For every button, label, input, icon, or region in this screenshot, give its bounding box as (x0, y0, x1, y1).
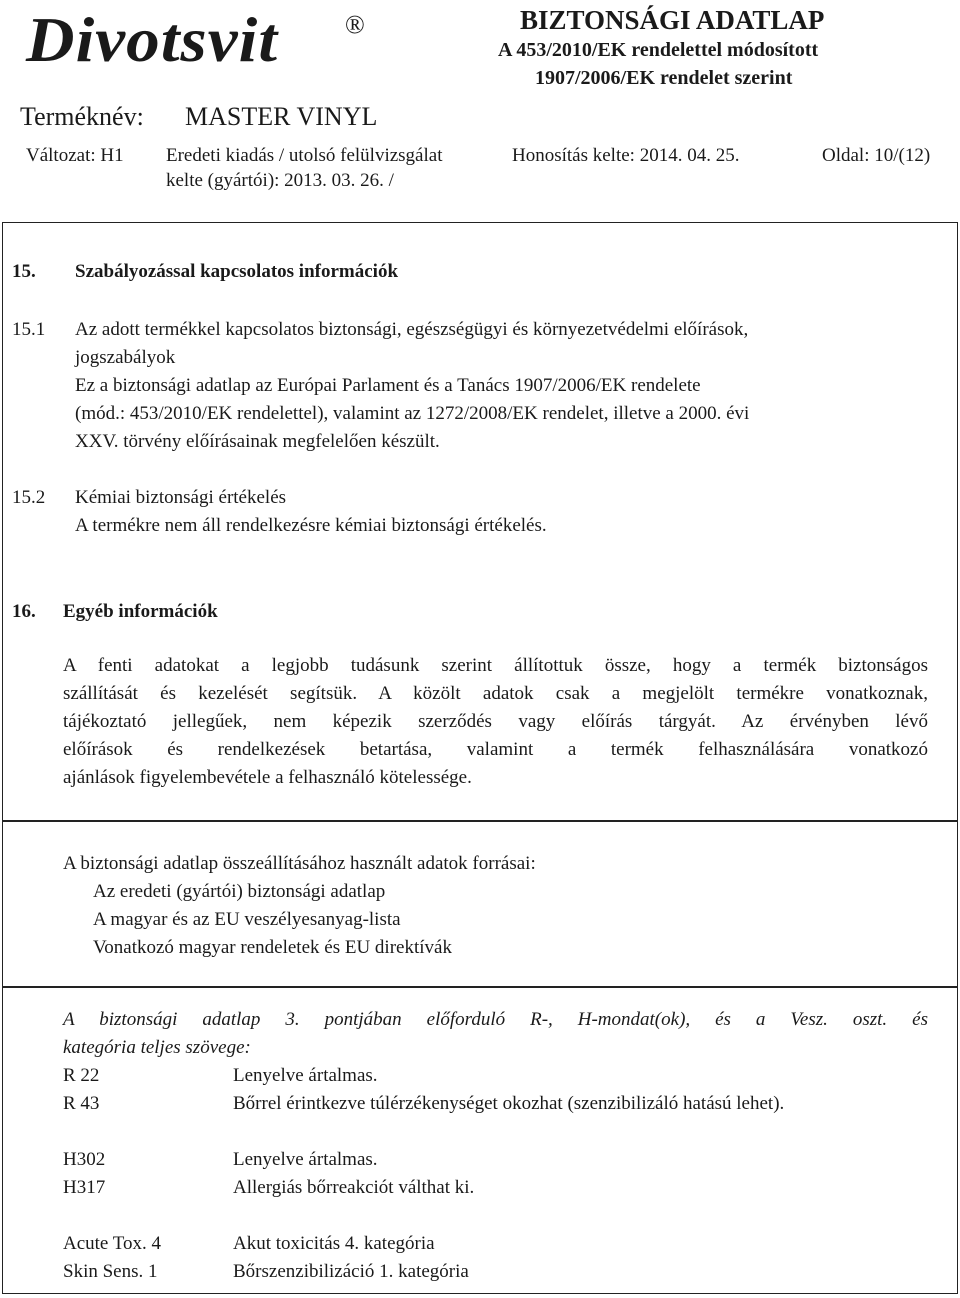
source-item: A magyar és az EU veszélyesanyag-lista (93, 909, 401, 930)
document-subtitle-2: 1907/2006/EK rendelet szerint (535, 67, 793, 89)
phrase-code: R 22 (63, 1065, 100, 1086)
phrase-code: Acute Tox. 4 (63, 1233, 162, 1254)
phrase-code: R 43 (63, 1093, 100, 1114)
subsection-15-2-number: 15.2 (12, 487, 46, 508)
version: Változat: H1 (26, 145, 124, 166)
subsection-15-2-text: A termékre nem áll rendelkezésre kémiai biztonsági értékelés. (75, 515, 547, 536)
section-16-line-4: előírások és rendelkezések betartása, valamint a termék felhasználására vonatkozó (63, 739, 928, 760)
original-issue-label: Eredeti kiadás / utolsó felülvizsgálat (166, 145, 443, 166)
phrase-text: Lenyelve ártalmas. (233, 1149, 378, 1170)
phrase-text: Bőrszenzibilizáció 1. kategória (233, 1261, 469, 1282)
subsection-15-2-title: Kémiai biztonsági értékelés (75, 487, 287, 508)
phrase-code: H317 (63, 1177, 106, 1198)
page-number: Oldal: 10/(12) (822, 145, 931, 166)
phrase-text: Lenyelve ártalmas. (233, 1065, 378, 1086)
phrase-text: Akut toxicitás 4. kategória (233, 1233, 435, 1254)
subsection-15-1-title-cont: jogszabályok (75, 347, 176, 368)
registered-mark: ® (345, 10, 365, 39)
document-subtitle-1: A 453/2010/EK rendelettel módosított (498, 39, 819, 61)
phrase-text: Bőrrel érintkezve túlérzékenységet okozhat (szenzibilizáló hatású lehet). (233, 1093, 785, 1114)
subsection-15-1-number: 15.1 (12, 319, 46, 340)
phrase-code: Skin Sens. 1 (63, 1261, 158, 1282)
source-item: Az eredeti (gyártói) biztonsági adatlap (93, 881, 386, 902)
section-16-line-3: tájékoztató jellegűek, nem képezik szerződés vagy előírás tárgyát. Az érvényben lévő (63, 711, 928, 732)
section-16-line-5: ajánlások figyelembevétele a felhasználó kötelessége. (63, 767, 472, 788)
section-16-heading: Egyéb információk (63, 601, 218, 622)
product-name: MASTER VINYL (185, 102, 378, 131)
company-logo: Divotsvit (26, 4, 279, 75)
section-16-line-1: A fenti adatokat a legjobb tudásunk szerint állítottuk össze, hogy a termék biztonságos (63, 655, 928, 676)
section-15-number: 15. (12, 261, 36, 282)
section-16-line-2: szállítását és kezelését segítsük. A közölt adatok csak a megjelölt termékre vonatkoznak, (63, 683, 928, 704)
subsection-15-1-title: Az adott termékkel kapcsolatos biztonsági, egészségügyi és környezetvédelmi előírások, (75, 319, 749, 340)
localization-date: Honosítás kelte: 2014. 04. 25. (512, 145, 740, 166)
section-15-heading: Szabályozással kapcsolatos információk (75, 261, 399, 282)
subsection-15-1-line-1: Ez a biztonsági adatlap az Európai Parlament és a Tanács 1907/2006/EK rendelete (75, 375, 701, 396)
phrases-intro-line-1: A biztonsági adatlap 3. pontjában előforduló R-, H-mondat(ok), és a Vesz. oszt. és (63, 1009, 928, 1030)
product-label: Terméknév: (20, 102, 144, 131)
source-item: Vonatkozó magyar rendeletek és EU direktívák (93, 937, 452, 958)
document-title: BIZTONSÁGI ADATLAP (520, 5, 825, 35)
subsection-15-1-line-3: XXV. törvény előírásainak megfelelően készült. (75, 431, 440, 452)
original-issue-date: kelte (gyártói): 2013. 03. 26. / (166, 170, 394, 191)
phrases-intro-line-2: kategória teljes szövege: (63, 1037, 251, 1058)
phrase-code: H302 (63, 1149, 106, 1170)
sources-title: A biztonsági adatlap összeállításához használt adatok forrásai: (63, 853, 536, 874)
phrase-text: Allergiás bőrreakciót válthat ki. (233, 1177, 475, 1198)
section-16-number: 16. (12, 601, 36, 622)
subsection-15-1-line-2: (mód.: 453/2010/EK rendelettel), valamint az 1272/2008/EK rendelet, illetve a 2000. évi (75, 403, 750, 424)
